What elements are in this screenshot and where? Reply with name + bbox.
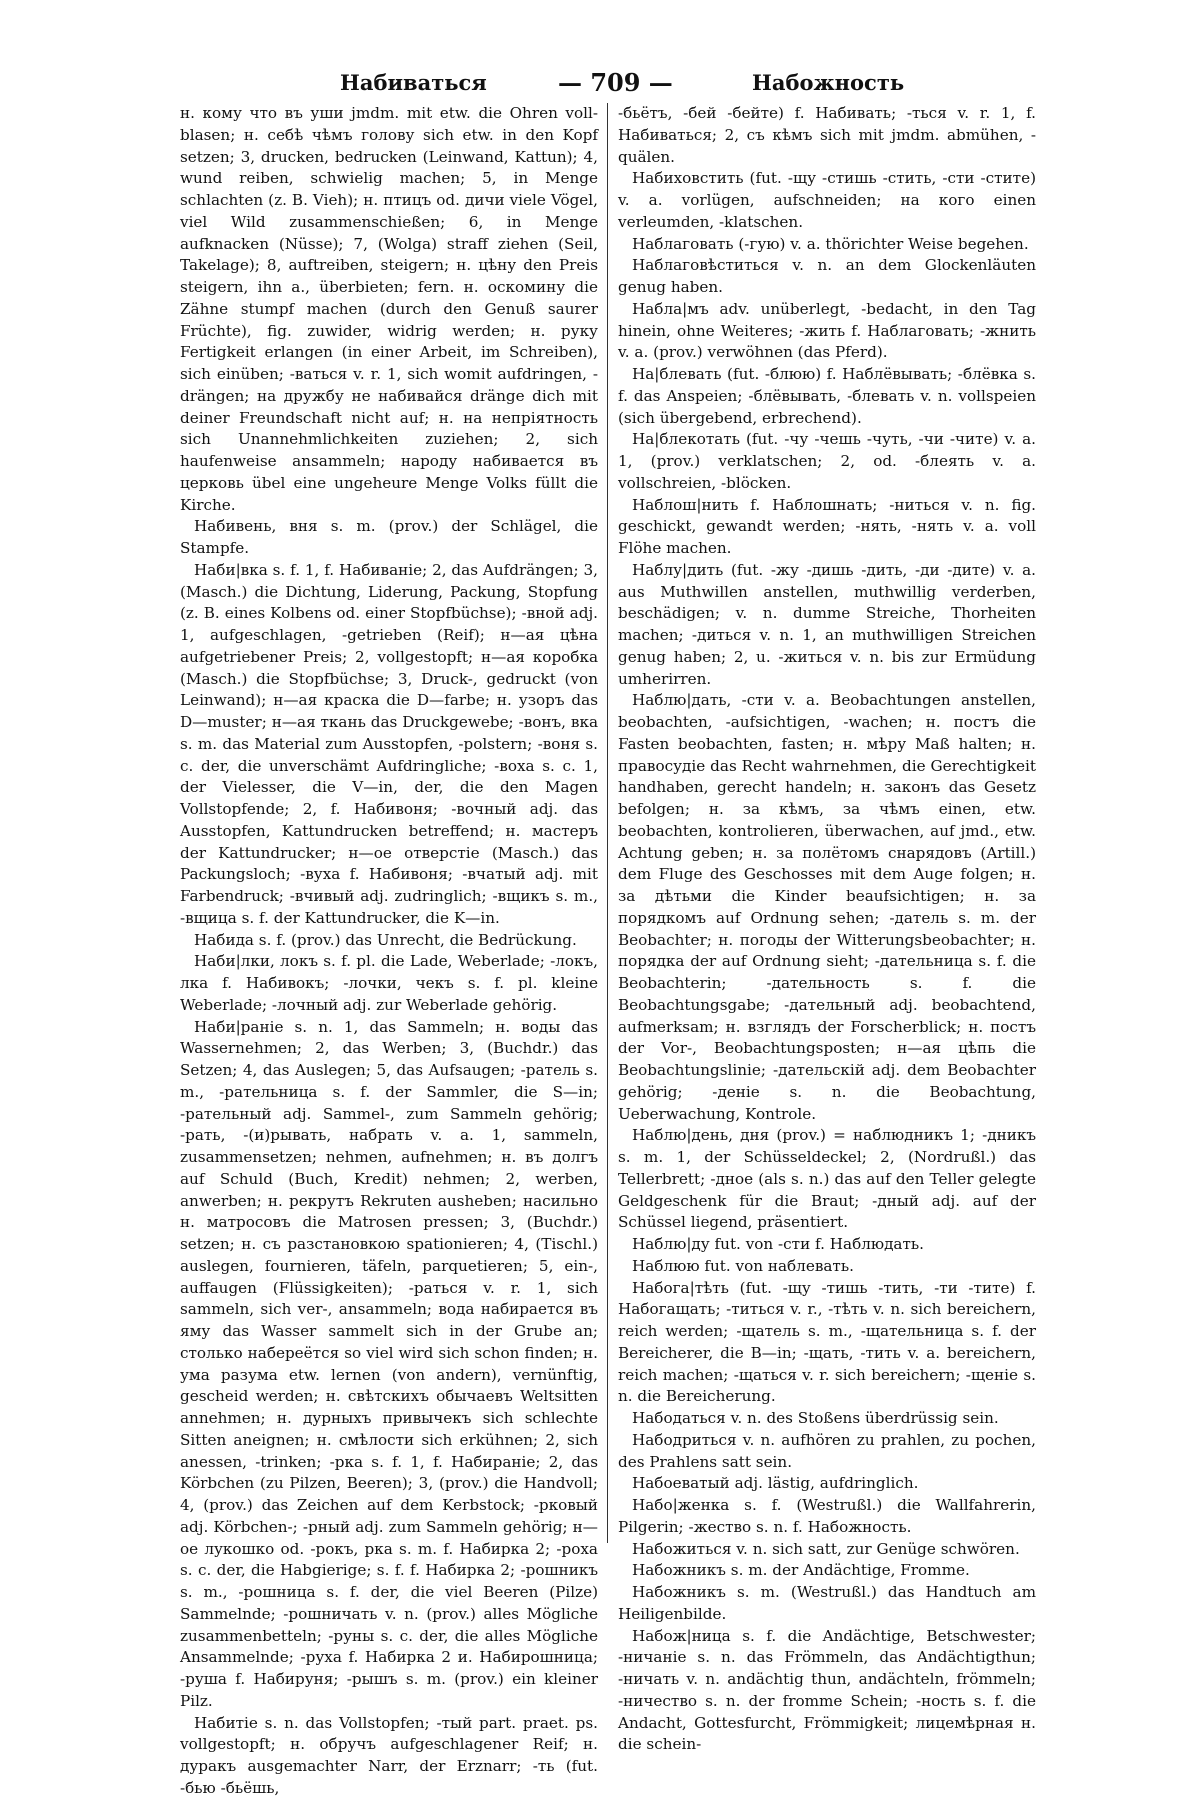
dictionary-entry: Набодаться v. n. des Stoßens überdrüssig sein. xyxy=(632,1409,999,1427)
dictionary-entry: Набодриться v. n. aufhören zu prahlen, zu pochen, des Prahlens satt sein. xyxy=(618,1430,1036,1471)
dictionary-entry: Наблаговѣститься v. n. an dem Glockenläuten genug haben. xyxy=(618,256,1036,296)
dictionary-entry: Набиховстить (fut. -щу -стишь -стить, -сти -стите) v. a. vorlügen, aufschneiden; на кого einen verleumden, -klatschen. xyxy=(618,169,1036,231)
dictionary-entry: Наби|вка s. f. 1, f. Набиваніе; 2, das Aufdrängen; 3, (Masch.) die Dichtung, Liderung, Packung, Stopfung (z. B. eines Kolbens od. einer Stopfbüchse); -вной adj. 1, aufgeschlagen, -getrieben (Reif); н—ая цѣна aufgetriebener Preis; 2, vollgestopft; н—ая коробка (Masch.) die Stopfbüchse; 3, Druck-, gedruckt (von Leinwand); н—ая краска die D—farbe; н. узоръ das D—muster; н—ая ткань das Druckgewebe; -вонъ, вка s. m. das Material zum Ausstopfen, -polstern; -воня s. c. der, die unverschämt Aufdringliche; -воха s. c. 1, der Vielesser, die V—in, der, die den Magen Vollstopfende; 2, f. Набивоня; -вочный adj. das Ausstopfen, Kattundrucken betreffend; н. мастеръ der Kattundrucker; н—ое отверстіе (Masch.) das Packungsloch; -вуха f. Набивоня; -вчатый adj. mit Farbendruck; -вчивый adj. zudringlich; -вщикъ s. m., -вщица s. f. der Kattundrucker, die K—in. xyxy=(180,560,598,927)
dictionary-entry: Набожникъ s. m. der Andächtige, Fromme. xyxy=(632,1561,970,1580)
dictionary-entry: Наблю|день, дня (prov.) = наблюдникъ 1; -дникъ s. m. 1, der Schüsseldeckel; 2, (Nordrußl.) das Tellerbrett; -дное (als s. n.) das auf den Teller gelegte Geldgeschenk für die Braut; -дный adj. auf der Schüssel liegend, präsentiert. xyxy=(618,1126,1036,1232)
dictionary-entry: Набога|тѣть (fut. -щу -тишь -тить, -ти -тите) f. Набогащать; -титься v. r., -тѣть v. n. sich bereichern, reich werden; -щатель s. m., -щательница s. f. der Bereicherer, die B—in; -щать, -тить v. a. bereichern, reich machen; -щаться v. r. sich bereichern; -щеніе s. n. die Bereicherung. xyxy=(618,1278,1036,1406)
left-column xyxy=(180,103,598,1800)
dictionary-entry: Набо|женка s. f. (Westrußl.) die Wallfahrerin, Pilgerin; -жество s. n. f. Набожность. xyxy=(618,1496,1036,1536)
dictionary-entry: Набож|ница s. f. die Andächtige, Betschwester; -ничаніе s. n. das Frömmeln, das Andächtigthun; -ничать v. n. andächtig thun, andächteln, frömmeln; -ничество s. n. der fromme Schein; -ность s. f. die Andacht, Gottesfurcht, Frömmigkeit; лицемѣрная н. die schein- xyxy=(618,1626,1036,1754)
dictionary-entry: Набитіе s. n. das Vollstopfen; -тый part. praet. ps. vollgestopft; н. обручъ aufgeschlagener Reif; н. дуракъ ausgemachter Narr, der Erznarr; -ть (fut. -бью -бьёшь, xyxy=(180,1713,598,1797)
dictionary-entry: Наблу|дить (fut. -жу -дишь -дить, -ди -дите) v. a. aus Muthwillen anstellen, muthwillig verderben, beschädigen; v. n. dumme Streiche, Thorheiten machen; -диться v. n. 1, an muthwilligen Streichen genug haben; 2, u. -житься v. n. bis zur Ermüdung umherirren. xyxy=(618,560,1036,688)
dictionary-entry: Набожиться v. n. sich satt, zur Genüge schwören. xyxy=(632,1539,1020,1558)
dictionary-entry: Набида s. f. (prov.) das Unrecht, die Bedrückung. xyxy=(194,930,577,949)
page-header xyxy=(180,70,1020,102)
dictionary-entry: Наблош|нить f. Наблошнать; -ниться v. n. fig. geschickt, gewandt werden; -нять, -нять v. a. voll Flöhe machen. xyxy=(618,495,1036,557)
dictionary-entry: На|блевать (fut. -блюю) f. Наблёвывать; -блёвка s. f. das Anspeien; -блёвывать, -блевать v. n. vollspeien (sich übergebend, erbrechend). xyxy=(618,365,1036,427)
dictionary-entry: Набла|мъ adv. unüberlegt, -bedacht, in den Tag hinein, ohne Weiteres; -жить f. Наблаговать; -жнить v. a. (prov.) verwöhnen (das Pferd). xyxy=(618,299,1036,362)
dictionary-entry: -бьётъ, -бей -бейте) f. Набивать; -ться v. r. 1, f. Набиваться; 2, съ кѣмъ sich mit jmdm. abmühen, -quälen. xyxy=(618,104,1036,166)
right-column xyxy=(618,103,1036,1756)
dictionary-entry: Набожникъ s. m. (Westrußl.) das Handtuch am Heiligenbilde. xyxy=(618,1583,1036,1623)
dictionary-entry: Набоеватый adj. lästig, aufdringlich. xyxy=(632,1474,919,1493)
dictionary-entry: Набивень, вня s. m. (prov.) der Schlägel, die Stampfe. xyxy=(180,517,598,557)
dictionary-entry: Наблю|дать, -сти v. a. Beobachtungen anstellen, beobachten, -aufsichtigen, -wachen; н. постъ die Fasten beobachten, fasten; н. мѣру Maß halten; н. правосудіе das Recht wahrnehmen, die Gerechtigkeit handhaben, gerecht handeln; н. законъ das Gesetz befolgen; н. за кѣмъ, за чѣмъ einen, etw. beobachten, kontrolieren, überwachen, auf jmd., etw. Achtung geben; н. за полётомъ снарядовъ (Artill.) dem Fluge des Geschosses mit dem Auge folgen; н. за дѣтьми die Kinder beaufsichtigen; н. за порядкомъ auf Ordnung sehen; -датель s. m. der Beobachter; н. погоды der Witterungsbeobachter; н. порядка der auf Ordnung sieht; -дательница s. f. die Beobachterin; -дательность s. f. die Beobachtungsgabe; -дательный adj. beobachtend, aufmerksam; н. взглядъ der Forscherblick; н. постъ der Vor-, Beobachtungsposten; н—ая цѣпь die Beobachtungslinie; -дательскій adj. dem Beobachter gehörig; -деніе s. n. die Beobachtung, Ueberwachung, Kontrole. xyxy=(618,691,1036,1123)
dictionary-entry: Наблю|ду fut. von -сти f. Наблюдать. xyxy=(632,1235,924,1253)
dictionary-entry: На|блекотать (fut. -чу -чешь -чуть, -чи -чите) v. a. 1, (prov.) verklatschen; 2, od. -блеять v. a. vollschreien, -blöcken. xyxy=(618,430,1036,492)
header-left-word: Набиваться xyxy=(340,70,487,95)
dictionary-entry: Наби|лки, локъ s. f. pl. die Lade, Weberlade; -локъ, лка f. Набивокъ; -лочки, чекъ s. f. pl. kleine Weberlade; -лочный adj. zur Weberlade gehörig. xyxy=(180,952,598,1014)
dictionary-entry: н. кому что въ уши jmdm. mit etw. die Ohren voll-blasen; н. себѣ чѣмъ голову sich etw. in den Kopf setzen; 3, drucken, bedrucken (Leinwand, Kattun); 4, wund reiben, schwielig machen; 5, in Menge schlachten (z. B. Vieh); н. птицъ od. дичи viele Vögel, viel Wild zusammenschießen; 6, in Menge aufknacken (Nüsse); 7, (Wolga) straff ziehen (Seil, Takelage); 8, auftreiben, steigern; н. цѣну den Preis steigern, ihn a., überbieten; fern. н. оскомину die Zähne stumpf machen (durch den Genuß saurer Früchte), fig. zuwider, widrig werden; н. руку Fertigkeit erlangen (in einer Arbeit, im Schreiben), sich einüben; -ваться v. r. 1, sich womit aufdringen, -drängen; на дружбу не набивайся dränge dich mit deiner Freundschaft nicht auf; н. на непріятность sich Unannehmlichkeiten zuziehen; 2, sich haufenweise ansammeln; народу набивается въ церковь übel eine ungeheure Menge Volks füllt die Kirche. xyxy=(180,104,598,514)
dictionary-entry: Наби|раніе s. n. 1, das Sammeln; н. воды das Wassernehmen; 2, das Werben; 3, (Buchdr.) das Setzen; 4, das Auslegen; 5, das Aufsaugen; -ратель s. m., -рательница s. f. der Sammler, die S—in; -рательный adj. Sammel-, zum Sammeln gehörig; -рать, -(и)рывать, набрать v. a. 1, sammeln, zusammensetzen; nehmen, aufnehmen; н. въ долгъ auf Schuld (Buch, Kredit) nehmen; 2, werben, anwerben; н. рекрутъ Rekruten ausheben; насильно н. матросовъ die Matrosen pressen; 3, (Buchdr.) setzen; н. съ разстановкою spationieren; 4, (Tischl.) auslegen, fournieren, täfeln, parquetieren; 5, ein-, auffaugen (Flüssigkeiten); -раться v. r. 1, sich sammeln, sich ver-, ansammeln; вода набирается въ яму das Wasser sammelt sich in der Grube an; столько набереётся so viel wird sich schon finden; н. ума разума etw. lernen (von andern), vernünftig, gescheid werden; н. свѣтскихъ обычаевъ Weltsitten annehmen; н. дурныхъ привычекъ sich schlechte Sitten aneignen; н. смѣлости sich erkühnen; 2, sich anessen, -trinken; -рка s. f. 1, f. Набираніе; 2, das Körbchen (zu Pilzen, Beeren); 3, (prov.) die Handvoll; 4, (prov.) das Zeichen auf dem Kerbstock; -рковый adj. Körbchen-; -рный adj. zum Sammeln gehörig; н—ое лукошко od. -рокъ, рка s. m. f. Набирка 2; -роха s. c. der, die Habgierige; s. f. f. Набирка 2; -рошникъ s. m., -рошница s. f. der, die viel Beeren (Pilze) Sammelnde; -рошничать v. n. (prov.) alles Mögliche zusammenbetteln; -руны s. c. der, die alles Mögliche Ansammelnde; -руха f. Набирка 2 и. Набирошница; -руша f. Набируня; -рышъ s. m. (prov.) ein kleiner Pilz. xyxy=(180,1017,598,1710)
header-right-word: Набожность xyxy=(752,70,905,95)
dictionary-entry: Наблаговать (-гую) v. a. thörichter Weise begehen. xyxy=(632,234,1029,253)
column-divider xyxy=(607,103,608,1543)
page-number: — 709 — xyxy=(558,68,673,97)
dictionary-entry: Наблюю fut. von наблевать. xyxy=(632,1256,854,1275)
